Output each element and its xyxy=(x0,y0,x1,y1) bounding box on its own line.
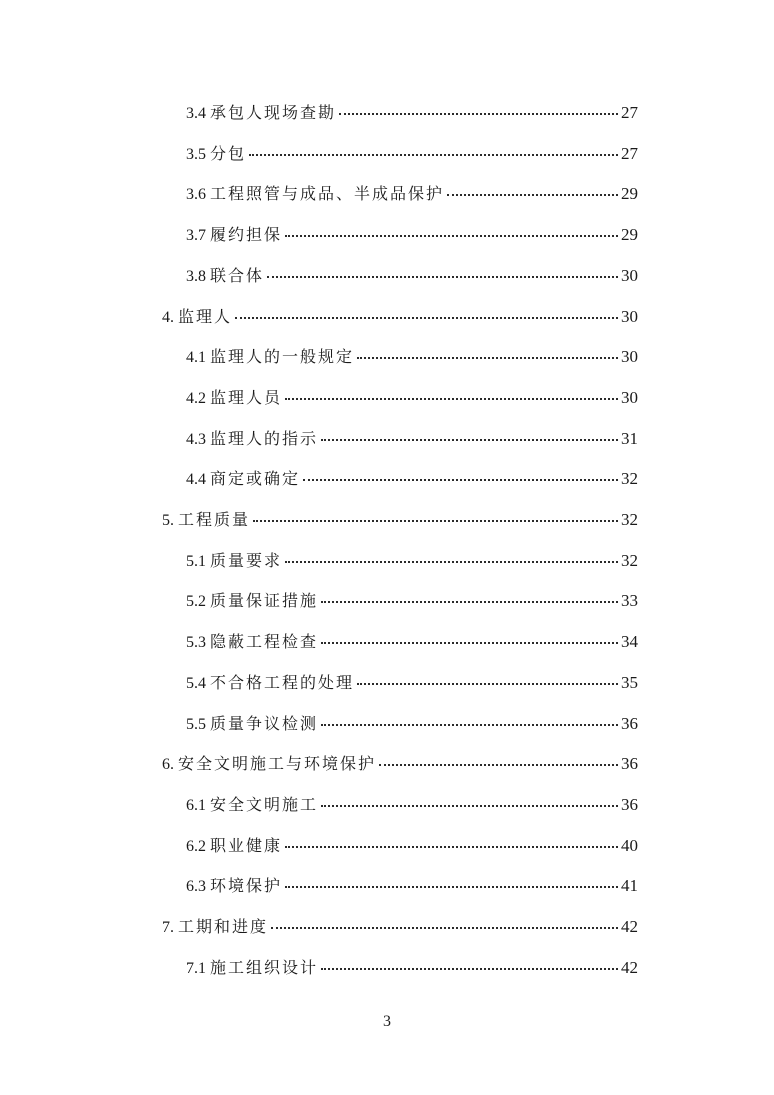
toc-dot-leader xyxy=(379,764,618,766)
toc-dot-leader xyxy=(285,561,618,563)
toc-entry-page: 36 xyxy=(621,713,638,733)
toc-entry[interactable] xyxy=(186,469,638,490)
toc-entry-number: 4.2 xyxy=(186,389,206,407)
toc-entry-title: 联合体 xyxy=(210,265,265,285)
toc-entry-page: 40 xyxy=(621,835,638,855)
toc-dot-leader xyxy=(285,886,618,888)
toc-entry[interactable] xyxy=(162,510,638,531)
toc-entry[interactable] xyxy=(186,103,638,124)
toc-entry-title: 隐蔽工程检查 xyxy=(210,632,319,652)
toc-dot-leader xyxy=(447,194,618,196)
toc-entry-number: 3.8 xyxy=(186,267,206,285)
toc-entry-number: 3.7 xyxy=(186,227,206,245)
toc-dot-leader xyxy=(321,968,618,970)
toc-entry-number: 6. xyxy=(162,756,174,774)
toc-entry-number: 6.3 xyxy=(186,878,206,896)
toc-entry[interactable] xyxy=(162,917,638,938)
toc-entry-number: 5.1 xyxy=(186,552,206,570)
toc-entry-page: 29 xyxy=(621,225,638,245)
toc-entry[interactable] xyxy=(186,795,638,816)
toc-entry-number: 7.1 xyxy=(186,959,206,977)
toc-entry-title: 安全文明施工 xyxy=(210,794,319,814)
toc-entry-title: 工程质量 xyxy=(178,510,251,529)
toc-entry-title: 安全文明施工与环境保护 xyxy=(178,754,377,774)
toc-entry-page: 33 xyxy=(621,591,638,611)
toc-entry-number: 5.5 xyxy=(186,715,206,733)
toc-entry-title: 不合格工程的处理 xyxy=(210,672,355,692)
toc-entry-page: 30 xyxy=(621,306,638,326)
toc-entry-title: 质量争议检测 xyxy=(210,713,319,733)
toc-entry[interactable] xyxy=(186,184,638,205)
toc-entry-number: 6.2 xyxy=(186,837,206,855)
toc-entry[interactable] xyxy=(186,551,638,572)
toc-entry[interactable] xyxy=(186,876,638,897)
toc-dot-leader xyxy=(321,805,618,807)
toc-entry-title: 分包 xyxy=(210,143,247,163)
toc-entry-page: 34 xyxy=(621,632,638,652)
toc-entry-number: 4.3 xyxy=(186,430,206,448)
toc-dot-leader xyxy=(303,479,618,481)
toc-entry-page: 30 xyxy=(621,347,638,367)
toc-entry-page: 30 xyxy=(621,265,638,285)
toc-dot-leader xyxy=(321,724,618,726)
toc-dot-leader xyxy=(357,357,618,359)
toc-dot-leader xyxy=(285,235,618,237)
toc-entry[interactable] xyxy=(162,307,638,328)
toc-entry-page: 42 xyxy=(621,917,638,936)
toc-entry-page: 35 xyxy=(621,672,638,692)
toc-entry[interactable] xyxy=(186,388,638,409)
toc-entry-number: 5. xyxy=(162,512,174,529)
toc-entry-title: 监理人的指示 xyxy=(210,428,319,448)
toc-entry[interactable] xyxy=(186,225,638,246)
toc-entry-number: 5.2 xyxy=(186,593,206,611)
toc-dot-leader xyxy=(321,439,618,441)
toc-entry-title: 监理人员 xyxy=(210,387,283,407)
toc-entry-page: 41 xyxy=(621,876,638,896)
toc-dot-leader xyxy=(357,683,618,685)
toc-entry-number: 4.1 xyxy=(186,349,206,367)
toc-entry[interactable] xyxy=(186,673,638,694)
toc-dot-leader xyxy=(267,276,618,278)
toc-entry-page: 32 xyxy=(621,510,638,529)
toc-entry-page: 29 xyxy=(621,184,638,204)
toc-dot-leader xyxy=(285,398,618,400)
toc-entry-title: 监理人的一般规定 xyxy=(210,347,355,367)
toc-entry[interactable] xyxy=(186,266,638,287)
toc-dot-leader xyxy=(235,317,618,319)
toc-dot-leader xyxy=(253,520,618,522)
toc-entry-page: 36 xyxy=(621,754,638,774)
toc-entry[interactable] xyxy=(162,754,638,775)
toc-entry[interactable] xyxy=(186,836,638,857)
toc-entry-title: 质量保证措施 xyxy=(210,591,319,611)
page-number: 3 xyxy=(383,1013,391,1030)
toc-dot-leader xyxy=(339,113,618,115)
toc-entry[interactable] xyxy=(186,958,638,979)
toc-entry[interactable] xyxy=(186,714,638,735)
toc-entry-title: 商定或确定 xyxy=(210,469,301,489)
toc-entry-page: 27 xyxy=(621,103,638,122)
toc-entry-title: 履约担保 xyxy=(210,225,283,245)
toc-entry-page: 32 xyxy=(621,550,638,570)
toc-dot-leader xyxy=(271,927,618,929)
toc-entry-title: 质量要求 xyxy=(210,550,283,570)
toc-entry-title: 环境保护 xyxy=(210,876,283,896)
toc-entry-number: 5.4 xyxy=(186,674,206,692)
toc-entry[interactable] xyxy=(186,144,638,165)
toc-dot-leader xyxy=(321,642,618,644)
toc-dot-leader xyxy=(321,601,618,603)
toc-entry-title: 施工组织设计 xyxy=(210,957,319,977)
toc-entry[interactable] xyxy=(186,347,638,368)
toc-entry-page: 31 xyxy=(621,428,638,448)
toc-entry-page: 42 xyxy=(621,957,638,977)
toc-entry-page: 30 xyxy=(621,387,638,407)
toc-entry-title: 工期和进度 xyxy=(178,917,269,936)
toc-entry-number: 3.6 xyxy=(186,186,206,204)
toc-entry[interactable] xyxy=(186,632,638,653)
toc-entry-number: 5.3 xyxy=(186,634,206,652)
toc-entry-page: 36 xyxy=(621,794,638,814)
toc-entry-number: 4.4 xyxy=(186,471,206,489)
toc-dot-leader xyxy=(285,846,618,848)
toc-entry-number: 4. xyxy=(162,308,174,326)
toc-entry-page: 32 xyxy=(621,469,638,489)
toc-entry-title: 职业健康 xyxy=(210,835,283,855)
toc-dot-leader xyxy=(249,154,618,156)
toc-entry-number: 3.5 xyxy=(186,145,206,163)
toc-entry-page: 27 xyxy=(621,143,638,163)
toc-entry-title: 工程照管与成品、半成品保护 xyxy=(210,184,445,204)
toc-entry-number: 3.4 xyxy=(186,105,206,122)
toc-entry-title: 承包人现场查勘 xyxy=(210,103,337,122)
toc-entry-title: 监理人 xyxy=(178,306,233,326)
toc-entry-number: 7. xyxy=(162,919,174,936)
toc-entry[interactable] xyxy=(186,591,638,612)
toc-entry[interactable] xyxy=(186,429,638,450)
toc-entry-number: 6.1 xyxy=(186,796,206,814)
